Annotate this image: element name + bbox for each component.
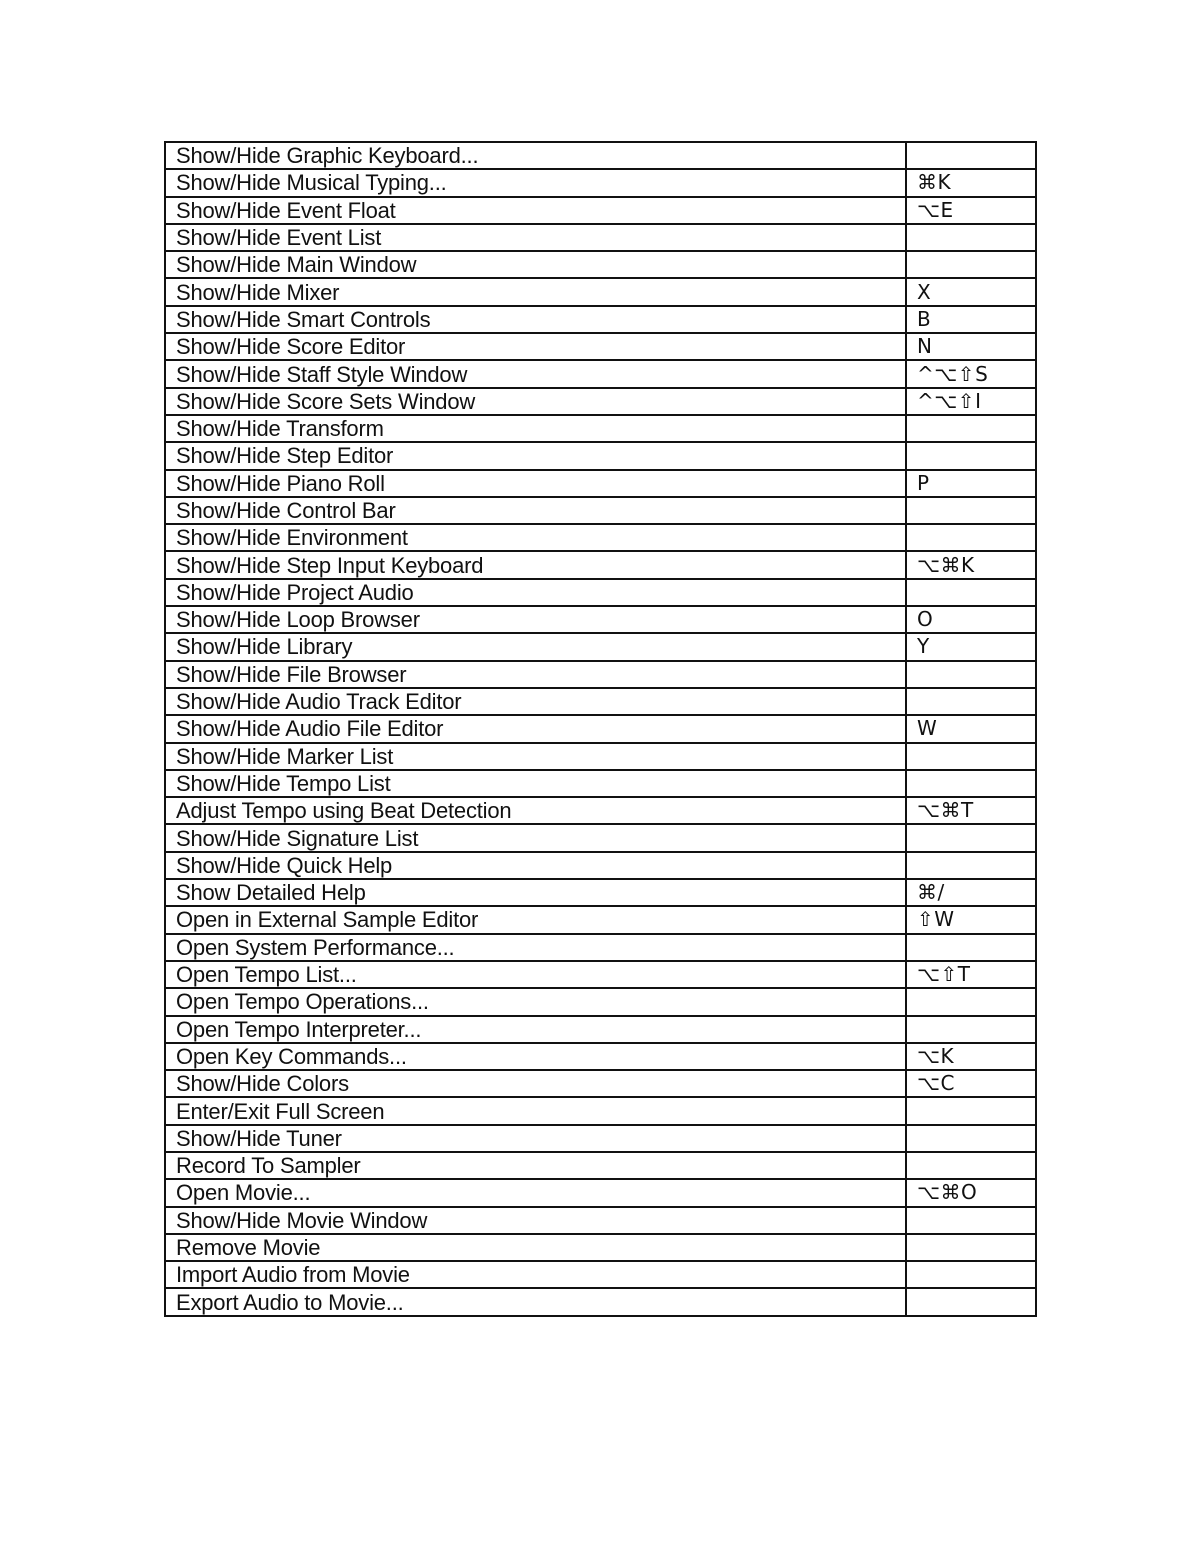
shortcut-cell: P bbox=[906, 470, 1036, 497]
command-name-cell: Show/Hide Tempo List bbox=[165, 770, 906, 797]
key-commands-table bbox=[164, 141, 1037, 1317]
command-name-cell: Show/Hide Colors bbox=[165, 1070, 906, 1097]
shortcut-cell: ⌘K bbox=[906, 169, 1036, 196]
table-row bbox=[165, 770, 1036, 797]
table-row bbox=[165, 1234, 1036, 1261]
command-name-cell: Show/Hide Quick Help bbox=[165, 852, 906, 879]
command-name-cell: Show/Hide Musical Typing... bbox=[165, 169, 906, 196]
shortcut-cell bbox=[906, 1261, 1036, 1288]
shortcut-cell: ⌥⌘T bbox=[906, 797, 1036, 824]
command-name-cell: Show/Hide Score Editor bbox=[165, 333, 906, 360]
shortcut-cell: O bbox=[906, 606, 1036, 633]
command-name-cell: Show/Hide Library bbox=[165, 633, 906, 660]
command-name-cell: Show/Hide Staff Style Window bbox=[165, 360, 906, 387]
shortcut-cell: ⌘/ bbox=[906, 879, 1036, 906]
table-row bbox=[165, 1070, 1036, 1097]
command-name-cell: Show/Hide Mixer bbox=[165, 278, 906, 305]
table-row bbox=[165, 1179, 1036, 1206]
command-name-cell: Open System Performance... bbox=[165, 934, 906, 961]
table-row bbox=[165, 1016, 1036, 1043]
table-row bbox=[165, 1152, 1036, 1179]
shortcut-cell: W bbox=[906, 715, 1036, 742]
table-row bbox=[165, 852, 1036, 879]
shortcut-cell: Y bbox=[906, 633, 1036, 660]
command-name-cell: Show/Hide Project Audio bbox=[165, 579, 906, 606]
shortcut-cell bbox=[906, 934, 1036, 961]
shortcut-cell bbox=[906, 142, 1036, 169]
command-name-cell: Record To Sampler bbox=[165, 1152, 906, 1179]
table-row bbox=[165, 879, 1036, 906]
shortcut-cell bbox=[906, 743, 1036, 770]
command-name-cell: Show/Hide Event Float bbox=[165, 197, 906, 224]
command-name-cell: Export Audio to Movie... bbox=[165, 1288, 906, 1315]
table-row bbox=[165, 278, 1036, 305]
shortcut-cell bbox=[906, 1016, 1036, 1043]
shortcut-cell bbox=[906, 852, 1036, 879]
command-name-cell: Remove Movie bbox=[165, 1234, 906, 1261]
command-name-cell: Open Movie... bbox=[165, 1179, 906, 1206]
table-row bbox=[165, 524, 1036, 551]
command-name-cell: Show/Hide Tuner bbox=[165, 1125, 906, 1152]
table-row bbox=[165, 415, 1036, 442]
table-row bbox=[165, 1043, 1036, 1070]
table-row bbox=[165, 360, 1036, 387]
command-name-cell: Show/Hide Control Bar bbox=[165, 497, 906, 524]
shortcut-cell bbox=[906, 1234, 1036, 1261]
shortcut-cell bbox=[906, 1207, 1036, 1234]
shortcut-cell bbox=[906, 824, 1036, 851]
command-name-cell: Show/Hide Smart Controls bbox=[165, 306, 906, 333]
command-name-cell: Show/Hide Transform bbox=[165, 415, 906, 442]
command-name-cell: Enter/Exit Full Screen bbox=[165, 1097, 906, 1124]
command-name-cell: Show/Hide Signature List bbox=[165, 824, 906, 851]
table-row bbox=[165, 715, 1036, 742]
command-name-cell: Show/Hide File Browser bbox=[165, 661, 906, 688]
table-row bbox=[165, 1261, 1036, 1288]
table-row bbox=[165, 224, 1036, 251]
table-row bbox=[165, 442, 1036, 469]
shortcut-cell bbox=[906, 770, 1036, 797]
table-row bbox=[165, 388, 1036, 415]
shortcut-cell: ⌥K bbox=[906, 1043, 1036, 1070]
shortcut-cell bbox=[906, 415, 1036, 442]
shortcut-cell: ^⌥⇧S bbox=[906, 360, 1036, 387]
command-name-cell: Show/Hide Main Window bbox=[165, 251, 906, 278]
shortcut-cell: N bbox=[906, 333, 1036, 360]
command-name-cell: Show/Hide Score Sets Window bbox=[165, 388, 906, 415]
shortcut-cell bbox=[906, 1152, 1036, 1179]
table-row bbox=[165, 197, 1036, 224]
command-name-cell: Show/Hide Step Editor bbox=[165, 442, 906, 469]
table-row bbox=[165, 1097, 1036, 1124]
table-row bbox=[165, 1288, 1036, 1315]
shortcut-cell bbox=[906, 1288, 1036, 1315]
command-name-cell: Show/Hide Step Input Keyboard bbox=[165, 551, 906, 578]
table-row bbox=[165, 142, 1036, 169]
command-name-cell: Show/Hide Movie Window bbox=[165, 1207, 906, 1234]
shortcut-cell: ⌥⌘O bbox=[906, 1179, 1036, 1206]
shortcut-cell bbox=[906, 579, 1036, 606]
shortcut-cell: ^⌥⇧I bbox=[906, 388, 1036, 415]
shortcut-cell bbox=[906, 442, 1036, 469]
table-row bbox=[165, 906, 1036, 933]
table-row bbox=[165, 551, 1036, 578]
shortcut-cell bbox=[906, 1097, 1036, 1124]
table-row bbox=[165, 1125, 1036, 1152]
command-name-cell: Show/Hide Piano Roll bbox=[165, 470, 906, 497]
command-name-cell: Show/Hide Environment bbox=[165, 524, 906, 551]
shortcut-cell: ⇧W bbox=[906, 906, 1036, 933]
table-row bbox=[165, 934, 1036, 961]
command-name-cell: Open Tempo Interpreter... bbox=[165, 1016, 906, 1043]
shortcut-cell bbox=[906, 688, 1036, 715]
table-row bbox=[165, 306, 1036, 333]
table-row bbox=[165, 497, 1036, 524]
table-row bbox=[165, 251, 1036, 278]
command-name-cell: Adjust Tempo using Beat Detection bbox=[165, 797, 906, 824]
table-row bbox=[165, 606, 1036, 633]
command-name-cell: Open Key Commands... bbox=[165, 1043, 906, 1070]
shortcut-cell bbox=[906, 524, 1036, 551]
shortcut-cell bbox=[906, 251, 1036, 278]
shortcut-cell bbox=[906, 497, 1036, 524]
shortcut-cell: X bbox=[906, 278, 1036, 305]
shortcut-cell bbox=[906, 661, 1036, 688]
shortcut-cell: ⌥E bbox=[906, 197, 1036, 224]
shortcut-cell bbox=[906, 1125, 1036, 1152]
shortcut-cell bbox=[906, 988, 1036, 1015]
table-row bbox=[165, 988, 1036, 1015]
shortcut-cell: B bbox=[906, 306, 1036, 333]
shortcut-cell bbox=[906, 224, 1036, 251]
command-name-cell: Open Tempo Operations... bbox=[165, 988, 906, 1015]
table-row bbox=[165, 579, 1036, 606]
table-row bbox=[165, 824, 1036, 851]
command-name-cell: Show/Hide Loop Browser bbox=[165, 606, 906, 633]
command-name-cell: Open Tempo List... bbox=[165, 961, 906, 988]
command-name-cell: Show/Hide Marker List bbox=[165, 743, 906, 770]
command-name-cell: Import Audio from Movie bbox=[165, 1261, 906, 1288]
shortcut-cell: ⌥⇧T bbox=[906, 961, 1036, 988]
table-row bbox=[165, 333, 1036, 360]
key-commands-table-body bbox=[165, 142, 1036, 1316]
table-row bbox=[165, 743, 1036, 770]
table-row bbox=[165, 470, 1036, 497]
table-row bbox=[165, 1207, 1036, 1234]
command-name-cell: Show/Hide Audio File Editor bbox=[165, 715, 906, 742]
command-name-cell: Show Detailed Help bbox=[165, 879, 906, 906]
table-row bbox=[165, 633, 1036, 660]
shortcut-cell: ⌥C bbox=[906, 1070, 1036, 1097]
table-row bbox=[165, 961, 1036, 988]
command-name-cell: Show/Hide Event List bbox=[165, 224, 906, 251]
table-row bbox=[165, 797, 1036, 824]
table-row bbox=[165, 661, 1036, 688]
command-name-cell: Show/Hide Graphic Keyboard... bbox=[165, 142, 906, 169]
shortcut-cell: ⌥⌘K bbox=[906, 551, 1036, 578]
table-row bbox=[165, 688, 1036, 715]
command-name-cell: Show/Hide Audio Track Editor bbox=[165, 688, 906, 715]
command-name-cell: Open in External Sample Editor bbox=[165, 906, 906, 933]
table-row bbox=[165, 169, 1036, 196]
